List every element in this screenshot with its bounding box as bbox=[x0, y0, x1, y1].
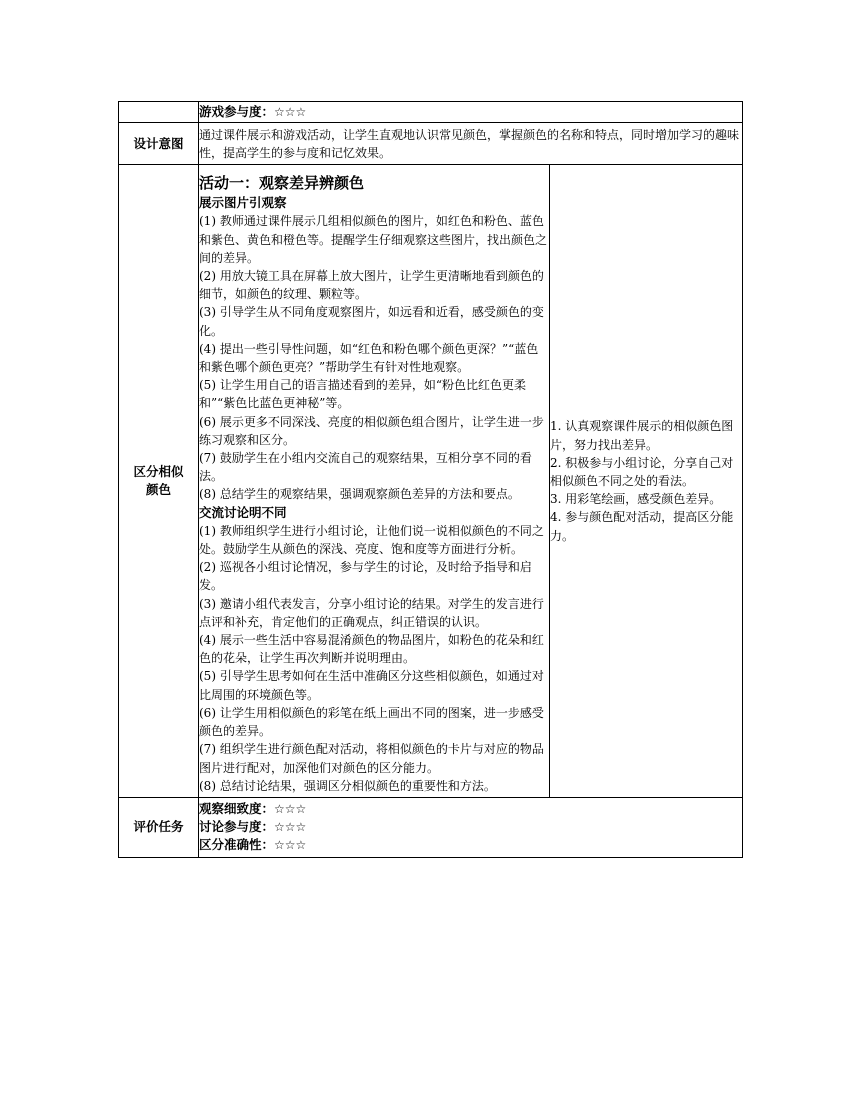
game-participation-label: 游戏参与度： bbox=[199, 104, 275, 119]
section2-item: (4) 展示一些生活中容易混淆颜色的物品图片，如粉色的花朵和红色的花朵，让学生再次判断并说明理由。 bbox=[199, 633, 544, 666]
section2-title: 交流讨论明不同 bbox=[199, 504, 287, 520]
section1-item: (5) 让学生用自己的语言描述看到的差异，如“粉色比红色更柔和”“紫色比蓝色更神秘”等。 bbox=[199, 378, 526, 411]
activity-title: 活动一：观察差异辨颜色 bbox=[199, 174, 365, 193]
evaluation-item bbox=[199, 800, 742, 818]
student-task-item: 2. 积极参与小组讨论，分享自己对相似颜色不同之处的看法。 bbox=[550, 455, 734, 488]
game-participation-stars: ☆☆☆ bbox=[274, 105, 307, 119]
activity-label-text: 区分相似颜色 bbox=[133, 464, 184, 498]
design-intent-row bbox=[119, 123, 743, 165]
activity-content bbox=[199, 165, 550, 798]
design-intent-text: 通过课件展示和游戏活动，让学生直观地认识常见颜色，掌握颜色的名称和特点，同时增加学习的趣味性，提高学生的参与度和记忆效果。 bbox=[199, 123, 743, 165]
evaluation-item bbox=[199, 836, 742, 854]
section2-item: (3) 邀请小组代表发言，分享小组讨论的结果。对学生的发言进行点评和补充，肯定他们的正确观点，纠正错误的认识。 bbox=[199, 596, 544, 629]
section1-item: (6) 展示更多不同深浅、亮度的相似颜色组合图片，让学生进一步练习观察和区分。 bbox=[199, 414, 544, 447]
section1-item: (7) 鼓励学生在小组内交流自己的观察结果，互相分享不同的看法。 bbox=[199, 451, 532, 484]
section2-item: (6) 让学生用相似颜色的彩笔在纸上画出不同的图案，进一步感受颜色的差异。 bbox=[199, 705, 544, 739]
design-intent-label: 设计意图 bbox=[119, 123, 199, 165]
evaluation-item-label: 观察细致度： bbox=[199, 800, 275, 816]
student-tasks-cell bbox=[550, 165, 743, 798]
activity-label bbox=[119, 165, 199, 798]
evaluation-row bbox=[119, 797, 743, 857]
section2-list bbox=[199, 522, 549, 795]
section2-item: (8) 总结讨论结果，强调区分相似颜色的重要性和方法。 bbox=[199, 778, 496, 793]
evaluation-item-label: 区分准确性： bbox=[199, 837, 275, 853]
student-task-item: 1. 认真观察课件展示的相似颜色图片，努力找出差异。 bbox=[550, 419, 734, 452]
activity-row bbox=[119, 165, 743, 798]
evaluation-items bbox=[199, 797, 743, 857]
student-task-item: 3. 用彩笔绘画，感受颜色差异。 bbox=[550, 492, 722, 507]
section1-item: (2) 用放大镜工具在屏幕上放大图片，让学生更清晰地看到颜色的细节，如颜色的纹理、颗粒等。 bbox=[199, 269, 544, 302]
section1-item: (3) 引导学生从不同角度观察图片，如远看和近看，感受颜色的变化。 bbox=[199, 305, 544, 338]
evaluation-item bbox=[199, 818, 742, 836]
section1-item: (1) 教师通过课件展示几组相似颜色的图片，如红色和粉色、蓝色和紫色、黄色和橙色等。提醒学生仔细观察这些图片，找出颜色之间的差异。 bbox=[199, 214, 548, 265]
evaluation-item-stars: ☆☆☆ bbox=[274, 838, 307, 853]
section2-item: (2) 巡视各小组讨论情况，参与学生的讨论，及时给予指导和启发。 bbox=[199, 560, 532, 593]
lesson-plan-table bbox=[118, 101, 743, 858]
evaluation-item-stars: ☆☆☆ bbox=[274, 801, 307, 816]
section2-item: (1) 教师组织学生进行小组讨论，让他们说一说相似颜色的不同之处。鼓励学生从颜色的深浅、亮度、饱和度等方面进行分析。 bbox=[199, 523, 544, 557]
evaluation-item-label: 讨论参与度： bbox=[199, 819, 275, 835]
evaluation-label: 评价任务 bbox=[119, 797, 199, 857]
evaluation-item-stars: ☆☆☆ bbox=[274, 820, 307, 835]
section1-title: 展示图片引观察 bbox=[199, 195, 287, 211]
section1-item: (4) 提出一些引导性问题，如“红色和粉色哪个颜色更深？”“蓝色和紫色哪个颜色更亮？”帮助学生有针对性地观察。 bbox=[199, 341, 539, 375]
section2-item: (7) 组织学生进行颜色配对活动，将相似颜色的卡片与对应的物品图片进行配对，加深他们对颜色的区分能力。 bbox=[199, 742, 544, 775]
section2-item: (5) 引导学生思考如何在生活中准确区分这些相似颜色，如通过对比周围的环境颜色等。 bbox=[199, 669, 544, 702]
section1-item: (8) 总结学生的观察结果，强调观察颜色差异的方法和要点。 bbox=[199, 487, 520, 502]
student-task-item: 4. 参与颜色配对活动，提高区分能力。 bbox=[550, 510, 734, 543]
game-participation-row bbox=[119, 102, 743, 123]
empty-label-cell bbox=[119, 102, 199, 123]
section1-list bbox=[199, 212, 549, 503]
